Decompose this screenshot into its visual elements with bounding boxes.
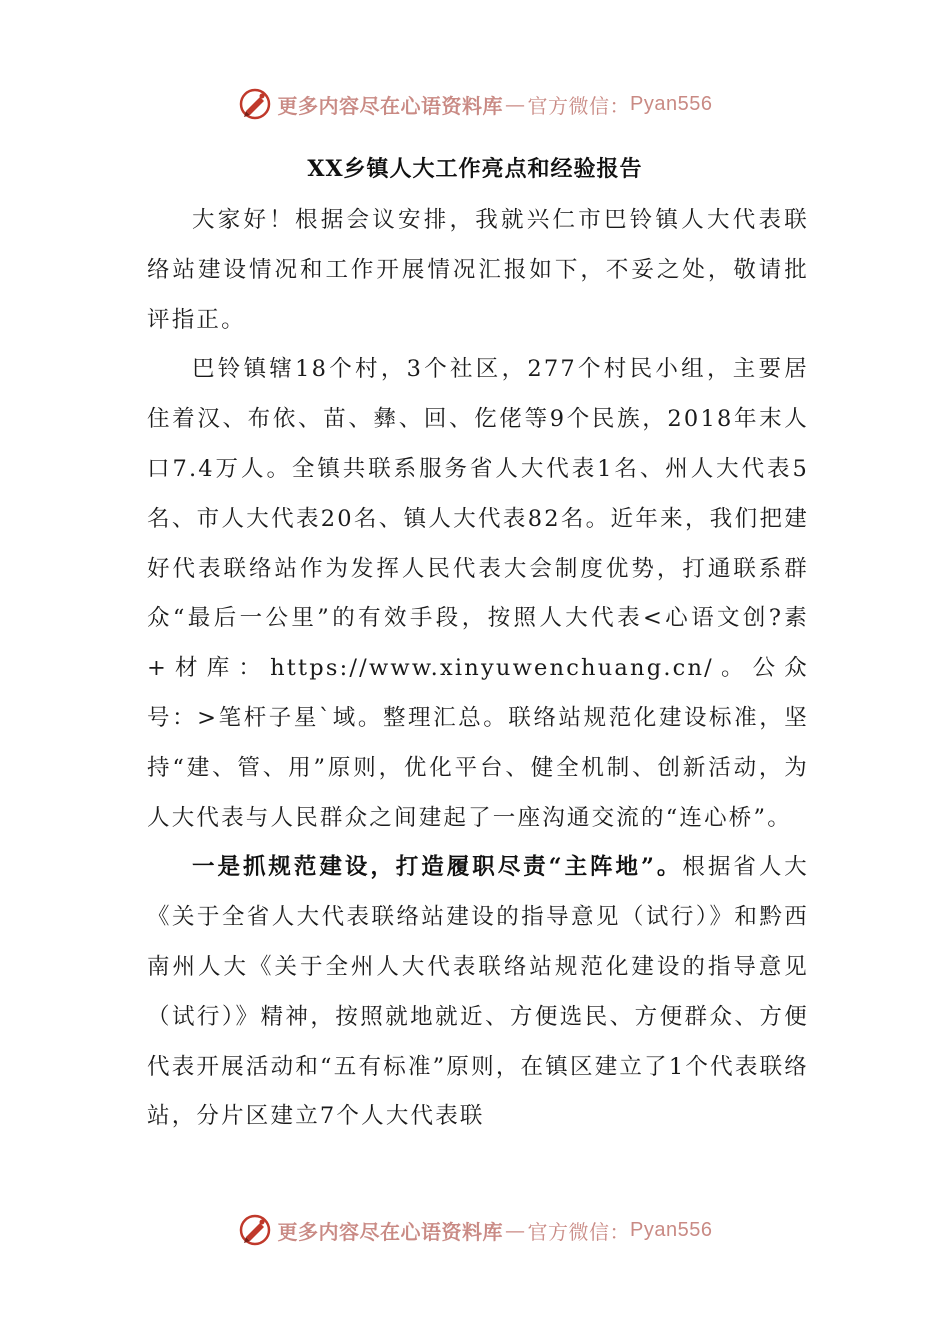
pen-logo-icon: [238, 1213, 272, 1247]
paragraph-greeting: 大家好！根据会议安排，我就兴仁市巴铃镇人大代表联络站建设情况和工作开展情况汇报如下，不妥之处，敬请批评指正。: [147, 207, 809, 333]
document-title: XX乡镇人大工作亮点和经验报告: [307, 156, 643, 182]
first-point-heading: 一是抓规范建设，打造履职尽责“主阵地”。: [192, 854, 683, 881]
watermark-id: Pyan556: [630, 1218, 713, 1241]
watermark-main-text: 更多内容尽在心语资料库: [277, 1219, 504, 1244]
document-body: [147, 196, 809, 1142]
first-point-text: 根据省人大《关于全省人大代表联络站建设的指导意见（试行）》和黔西南州人大《关于全州人大代表联络站规范化建设的指导意见（试行）》精神，按照就地就近、方便选民、方便群众、方便代表开展活动和“五有标准”原则，在镇区建立了1个代表联络站，分片区建立7个人大代表联: [147, 854, 809, 1130]
watermark-top: [0, 84, 950, 124]
paragraph-overview: 巴铃镇辖18个村，3个社区，277个村民小组，主要居住着汉、布依、苗、彝、回、仡佬等9个民族，2018年末人口7.4万人。全镇共联系服务省人大代表1名、州人大代表5名、市人大代表20名、镇人大代表82名。近年来，我们把建好代表联络站作为发挥人民代表大会制度优势，打通联系群众“最后一公里”的有效手段，按照人大代表<心语文创?素+材库：https://www.xinyuwenchuang.cn/。公众号：>笔杆子星`域。整理汇总。联络站规范化建设标准，坚持“建、管、用”原则，优化平台、健全机制、创新活动，为人大代表与人民群众之间建起了一座沟通交流的“连心桥”。: [147, 356, 809, 831]
watermark-bottom: [0, 1210, 950, 1250]
watermark-sub-text: 官方微信：: [527, 93, 631, 118]
watermark-separator: —: [505, 1218, 526, 1242]
watermark-sub-text: 官方微信：: [527, 1219, 631, 1244]
watermark-id: Pyan556: [630, 92, 713, 115]
pen-logo-icon: [238, 87, 272, 121]
paragraph-first-point: [147, 843, 809, 1142]
watermark-main-text: 更多内容尽在心语资料库: [277, 93, 504, 118]
watermark-separator: —: [505, 92, 526, 116]
